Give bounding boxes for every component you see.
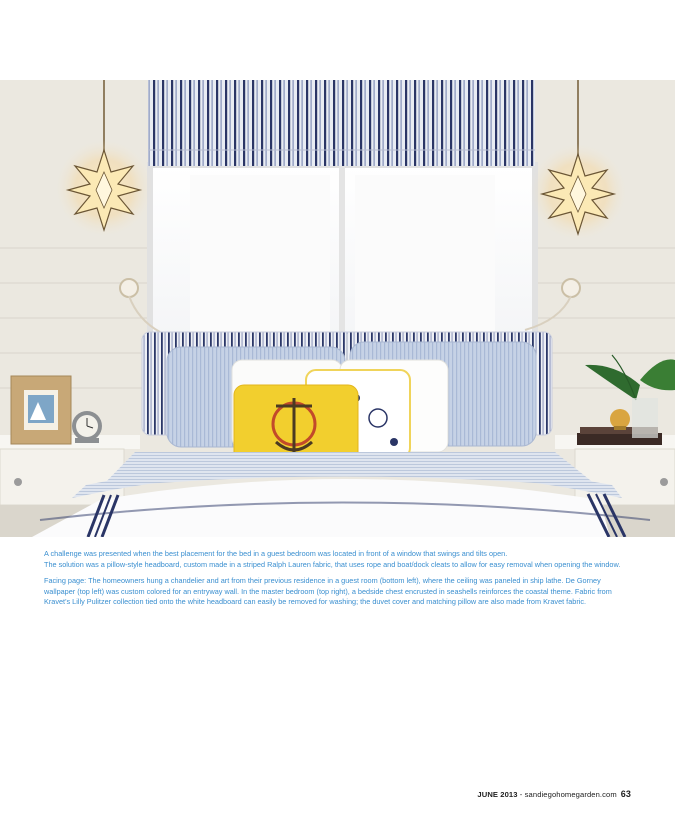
photo-captions: [44, 549, 634, 614]
page-footer: [477, 789, 631, 799]
main-caption: [44, 549, 634, 570]
website: sandiegohomegarden.com: [524, 790, 617, 799]
issue-date: JUNE 2013: [477, 790, 518, 799]
bedroom-photo: [0, 80, 675, 537]
main-caption-line-1: A challenge was presented when the best placement for the bed in a guest bedroom was located in front of a window that swings and tilts open.: [44, 549, 508, 558]
main-caption-line-2: The solution was a pillow-style headboard, custom made in a striped Ralph Lauren fabric, that uses rope and boat/dock cleats to allow for easy removal when opening the window.: [44, 559, 621, 569]
footer-separator: -: [517, 790, 525, 799]
facing-page-caption: Facing page: The homeowners hung a chandelier and art from their previous residence in a guest room (bottom left), where the ceiling was paneled in ship lathe. De Gorney wallpaper (top left) was custom colored for an entryway wall. In the master bedroom (top right), a bedside chest encrusted in seashells reinforces the coastal theme. Fabric from Kravet's Lilly Pulitzer collection tied onto the white headboard can easily be removed for washing; the duvet cover and matching pillow are also made from Kravet fabric.: [44, 576, 612, 607]
page-number: 63: [620, 789, 631, 799]
